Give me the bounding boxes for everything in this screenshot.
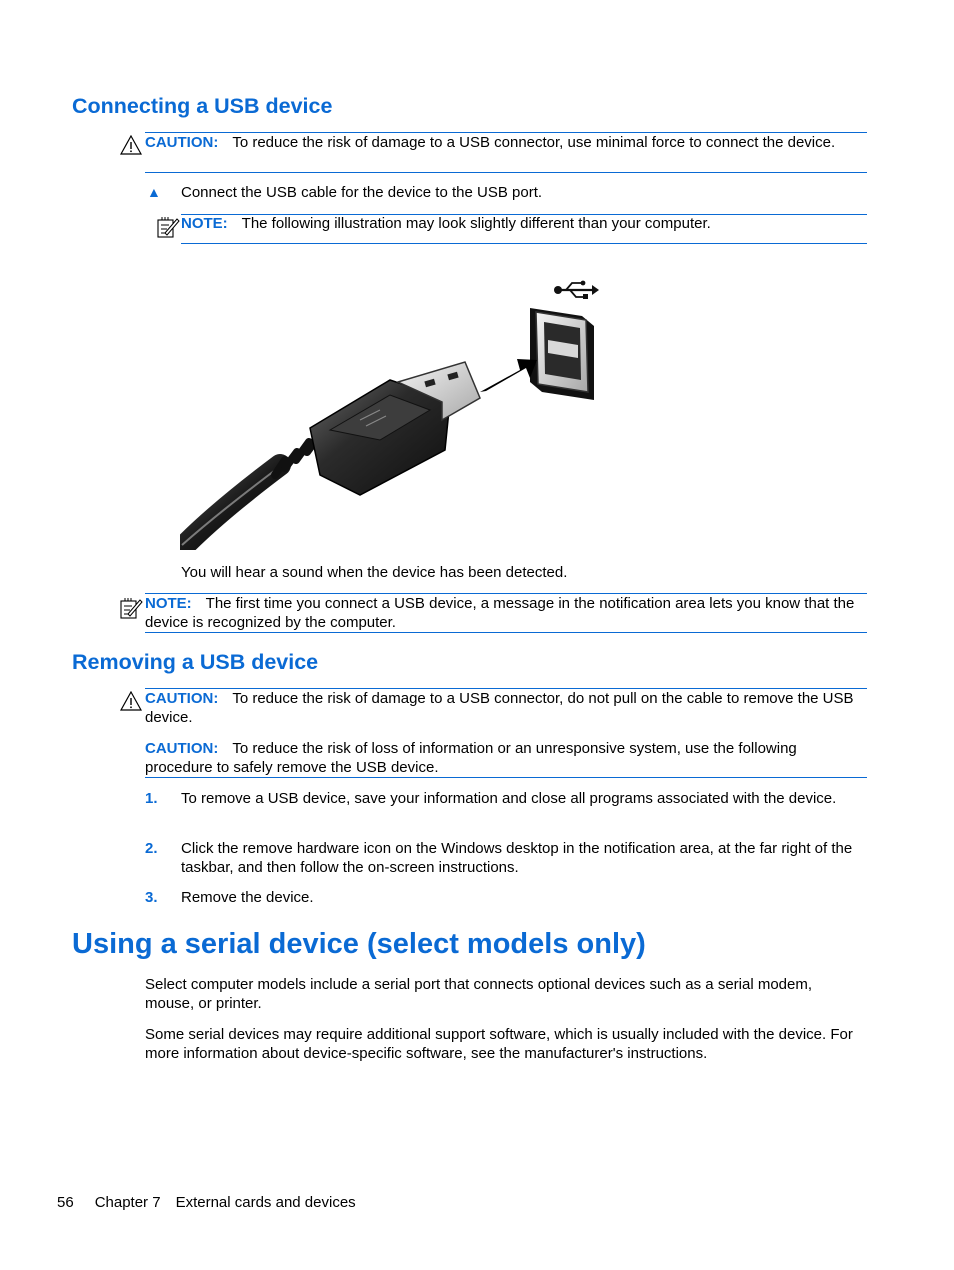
step-text: Remove the device.: [181, 889, 314, 906]
step-bullet-triangle: ▲: [147, 184, 161, 200]
caution-text: To reduce the risk of loss of information or an unresponsive system, use the following procedure to safely remove the USB device.: [145, 740, 797, 776]
caution-connect: [145, 133, 860, 152]
caution-bottom-rule: [145, 777, 867, 778]
caution-label: CAUTION:: [145, 740, 219, 757]
step-number: 1.: [145, 790, 158, 807]
caution-label: CAUTION:: [145, 134, 219, 151]
page-footer: [57, 1193, 356, 1212]
caution-remove-safely: [145, 739, 860, 777]
step-text: To remove a USB device, save your information and close all programs associated with the device.: [181, 790, 837, 807]
heading-removing-usb: Removing a USB device: [72, 650, 319, 674]
caution-icon: [120, 691, 142, 711]
note-icon: [156, 215, 180, 239]
detected-sound-text: You will hear a sound when the device has been detected.: [181, 564, 568, 581]
caution-text: To reduce the risk of damage to a USB connector, do not pull on the cable to remove the USB device.: [145, 690, 854, 726]
serial-paragraph-1: Select computer models include a serial port that connects optional devices such as a serial modem, mouse, or printer.: [145, 976, 813, 1012]
note-first-time: [145, 594, 860, 632]
caution-text: To reduce the risk of damage to a USB connector, use minimal force to connect the device.: [232, 134, 836, 151]
step-number: 3.: [145, 889, 158, 906]
step-number: 2.: [145, 840, 158, 857]
footer-chapter-title: External cards and devices: [175, 1194, 356, 1211]
caution-label: CAUTION:: [145, 690, 219, 707]
note-label: NOTE:: [145, 595, 192, 612]
note-illustration: [181, 214, 861, 233]
note2-bottom-rule: [145, 632, 867, 633]
note-icon: [119, 596, 143, 620]
step-text: Click the remove hardware icon on the Windows desktop in the notification area, at the far right of the taskbar, and then follow the on-screen instructions.: [181, 840, 853, 876]
note-text: The following illustration may look slightly different than your computer.: [241, 215, 711, 232]
usb-illustration: [180, 270, 620, 550]
footer-chapter: Chapter 7: [94, 1194, 161, 1211]
note-bottom-rule: [181, 243, 867, 244]
page-number: 56: [57, 1194, 74, 1211]
usb-symbol-icon: [554, 281, 599, 299]
caution-icon: [120, 135, 142, 155]
caution-bottom-rule: [145, 172, 867, 173]
heading-serial-device: Using a serial device (select models only): [72, 928, 646, 960]
heading-connecting-usb: Connecting a USB device: [72, 94, 333, 118]
note-label: NOTE:: [181, 215, 228, 232]
caution-remove-pull: [145, 689, 860, 727]
note-text: The first time you connect a USB device, a message in the notification area lets you know that the device is recognized by the computer.: [145, 595, 855, 631]
step-connect-cable: Connect the USB cable for the device to the USB port.: [181, 184, 543, 201]
serial-paragraph-2: Some serial devices may require additional support software, which is usually included with the device. For more information about device-specific software, see the manufacturer's instructions.: [145, 1026, 853, 1062]
